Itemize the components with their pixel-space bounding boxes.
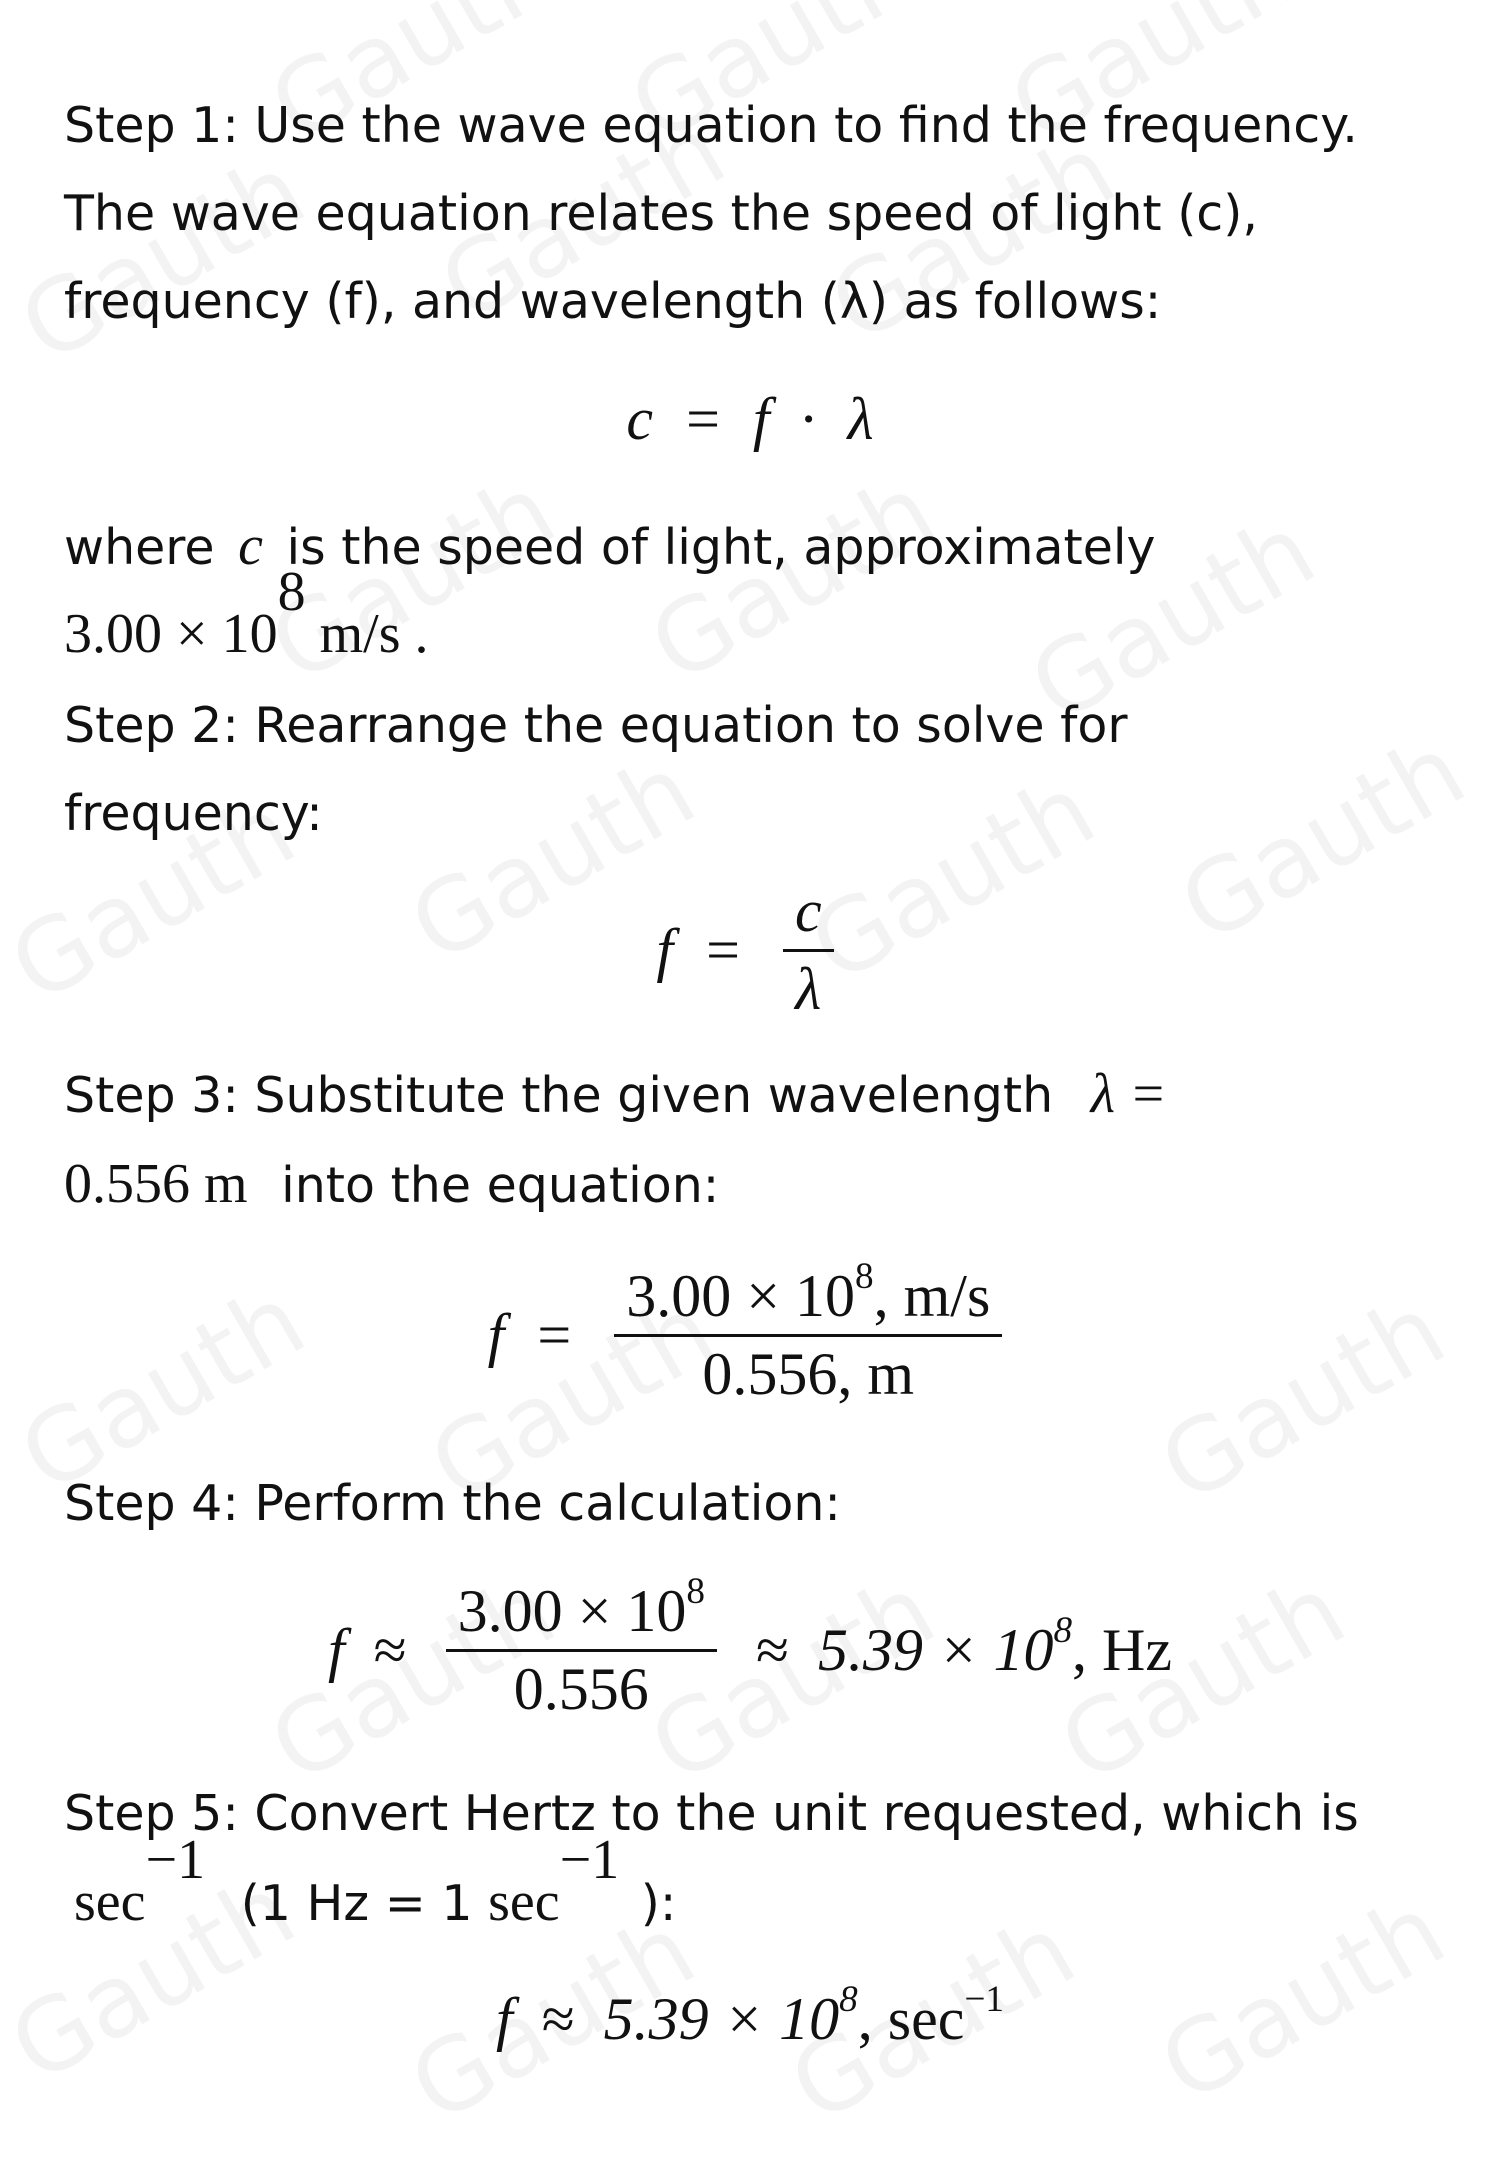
final-answer-equation <box>0 1979 1500 2054</box>
eq-symbol: f <box>752 386 770 452</box>
eq-symbol: c <box>626 386 654 452</box>
num-mantissa: 3.00 × 10 <box>626 1263 856 1329</box>
step5-heading: Step 5: Convert Hertz to the unit requested, which is <box>64 1785 1359 1842</box>
fraction <box>446 1571 717 1722</box>
unit-exponent: −1 <box>964 1979 1004 2021</box>
sec-exponent: −1 <box>559 1829 620 1891</box>
result-exponent: 8 <box>839 1979 858 2021</box>
text: into the equation: <box>281 1157 720 1214</box>
substitution-equation <box>0 1256 1500 1407</box>
sec-exponent: −1 <box>145 1829 206 1891</box>
result-mantissa: 5.39 × 10 <box>817 1617 1054 1683</box>
lambda-equals: λ = <box>1090 1063 1167 1125</box>
eq-symbol: f <box>327 1617 345 1683</box>
step1-text-line: frequency (f), and wavelength (λ) as follows: <box>64 273 1162 330</box>
num-exponent: 8 <box>855 1256 874 1298</box>
result-unit: , sec <box>857 1986 965 2052</box>
text: (1 Hz = 1 <box>240 1875 473 1932</box>
eq-symbol: f <box>487 1302 505 1368</box>
numerator <box>446 1571 717 1652</box>
text: ): <box>640 1875 677 1932</box>
eq-operator: = <box>686 386 720 452</box>
sec-unit: sec <box>74 1871 146 1933</box>
denominator: λ <box>795 956 822 1022</box>
num-mantissa: 3.00 × 10 <box>457 1578 687 1644</box>
step3-text-line <box>64 1140 719 1230</box>
frequency-formula <box>0 880 1500 1021</box>
step4-heading: Step 4: Perform the calculation: <box>64 1475 841 1532</box>
calculation-equation <box>0 1571 1500 1722</box>
result <box>817 1610 1173 1683</box>
text: Step 3: Substitute the given wavelength <box>64 1067 1054 1124</box>
sec-unit: sec <box>488 1871 560 1933</box>
value-unit: m/s . <box>305 603 429 665</box>
eq-symbol: λ <box>847 386 874 452</box>
eq-symbol: f <box>656 917 674 983</box>
result-unit: , Hz <box>1072 1617 1173 1683</box>
fraction <box>614 1256 1002 1407</box>
step1-where-line <box>64 502 1156 592</box>
value-mantissa: 3.00 × 10 <box>64 603 278 665</box>
step2-heading: Step 2: Rearrange the equation to solve for <box>64 697 1128 754</box>
result-mantissa: 5.39 × 10 <box>603 1986 840 2052</box>
result-exponent: 8 <box>1053 1610 1073 1652</box>
denominator: 0.556, m <box>702 1341 915 1407</box>
eq-operator: · <box>798 386 819 452</box>
step1-text-line: The wave equation relates the speed of light (c), <box>64 185 1258 242</box>
eq-operator: = <box>706 917 740 983</box>
eq-symbol: f <box>496 1986 513 2052</box>
eq-operator: ≈ <box>373 1617 407 1683</box>
text: is the speed of light, approximately <box>286 519 1156 576</box>
var-c: c <box>238 515 263 577</box>
speed-of-light-value <box>64 561 429 680</box>
step1-heading: Step 1: Use the wave equation to find the frequency. <box>64 97 1358 154</box>
wave-equation <box>0 385 1500 454</box>
fraction <box>783 880 834 1021</box>
num-unit: , m/s <box>873 1263 991 1329</box>
denominator: 0.556 <box>513 1656 649 1722</box>
text: where <box>64 519 215 576</box>
eq-operator: ≈ <box>756 1617 789 1683</box>
eq-operator: ≈ <box>541 1986 575 2052</box>
step5-text-line <box>74 1829 677 1948</box>
step3-heading <box>64 1050 1167 1140</box>
wavelength-value: 0.556 m <box>64 1153 248 1215</box>
step2-text-line: frequency: <box>64 785 323 842</box>
numerator: c <box>783 880 834 952</box>
value-exponent: 8 <box>277 561 306 623</box>
numerator <box>614 1256 1002 1337</box>
eq-operator: = <box>537 1302 572 1368</box>
num-exponent: 8 <box>686 1571 706 1613</box>
